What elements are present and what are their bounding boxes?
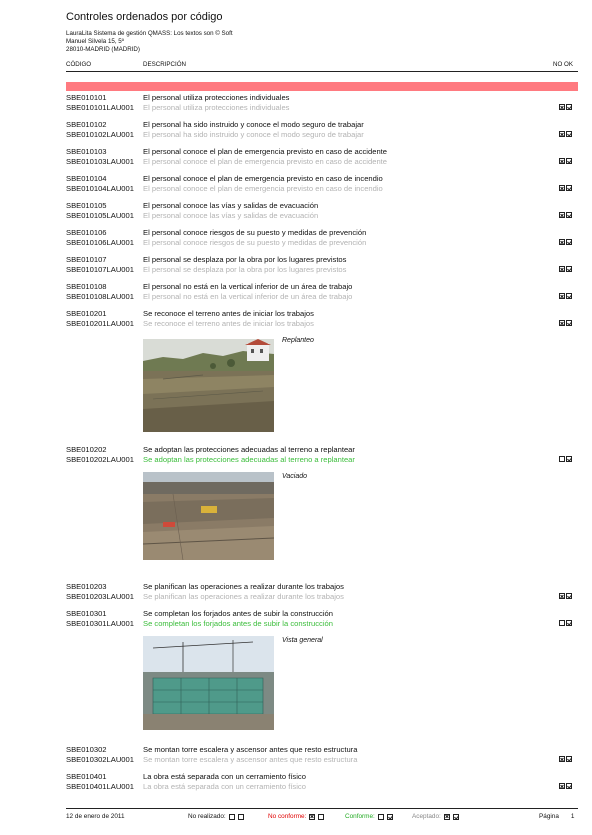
check-checkbox-icon[interactable] (566, 783, 572, 789)
control-description: El personal ha sido instruido y conoce el modo seguro de trabajar (143, 120, 364, 129)
cross-checkbox-icon[interactable] (559, 104, 565, 110)
cross-checkbox-icon (444, 814, 450, 820)
footer-date: 12 de enero de 2011 (66, 813, 125, 820)
status-checkboxes (559, 620, 572, 626)
legend-label: Aceptado: (412, 813, 441, 820)
status-checkboxes (559, 783, 572, 789)
status-checkboxes (559, 293, 572, 299)
check-checkbox-icon[interactable] (566, 131, 572, 137)
control-code: SBE010202 (66, 445, 107, 454)
control-description: El personal no está en la vertical inferior de un área de trabajo (143, 282, 353, 291)
control-row (66, 582, 578, 602)
control-row (66, 174, 578, 194)
check-checkbox-icon[interactable] (566, 185, 572, 191)
status-checkboxes (559, 266, 572, 272)
control-row (66, 228, 578, 248)
check-checkbox-icon[interactable] (566, 593, 572, 599)
cross-checkbox-icon[interactable] (559, 131, 565, 137)
control-row (66, 93, 578, 113)
control-code: SBE010106 (66, 228, 107, 237)
empty-checkbox-icon (238, 814, 244, 820)
column-header-no-ok: NO OK (553, 61, 573, 68)
status-checkboxes (559, 593, 572, 599)
page-value: 1 (570, 813, 575, 820)
control-subcode: SBE010103LAU001 (66, 157, 134, 166)
company-line: LauraLita Sistema de gestión QMASS: Los textos son © Soft (66, 30, 233, 37)
section-bar (66, 82, 578, 91)
check-checkbox-icon[interactable] (566, 266, 572, 272)
photo-caption: Replanteo (282, 337, 314, 344)
cross-checkbox-icon[interactable] (559, 293, 565, 299)
photo-vista-general (143, 636, 274, 730)
status-checkboxes (559, 456, 572, 462)
control-code: SBE010103 (66, 147, 107, 156)
control-subdescription: El personal conoce el plan de emergencia previsto en caso de incendio (143, 184, 383, 193)
control-subdescription: El personal utiliza protecciones individuales (143, 103, 290, 112)
check-checkbox-icon[interactable] (566, 620, 572, 626)
status-checkboxes (559, 320, 572, 326)
legend-aceptado (412, 813, 459, 820)
control-description: El personal conoce el plan de emergencia previsto en caso de incendio (143, 174, 383, 183)
control-subcode: SBE010301LAU001 (66, 619, 134, 628)
control-description: Se montan torre escalera y ascensor antes que resto estructura (143, 745, 358, 754)
control-code: SBE010203 (66, 582, 107, 591)
control-subdescription: Se reconoce el terreno antes de iniciar los trabajos (143, 319, 314, 328)
check-checkbox-icon[interactable] (566, 158, 572, 164)
cross-checkbox-icon[interactable] (559, 320, 565, 326)
company-line: Manuel Silvela 15, 5º (66, 38, 124, 45)
empty-checkbox-icon (229, 814, 235, 820)
control-code: SBE010105 (66, 201, 107, 210)
control-subcode: SBE010102LAU001 (66, 130, 134, 139)
check-checkbox-icon[interactable] (566, 293, 572, 299)
status-checkboxes (559, 158, 572, 164)
control-subcode: SBE010108LAU001 (66, 292, 134, 301)
legend-label: No conforme: (268, 813, 307, 820)
control-subdescription: El personal se desplaza por la obra por los lugares previstos (143, 265, 347, 274)
control-subdescription: El personal conoce el plan de emergencia previsto en caso de accidente (143, 157, 387, 166)
control-row (66, 282, 578, 302)
control-description: Se completan los forjados antes de subir la construcción (143, 609, 333, 618)
control-row (66, 445, 578, 465)
footer-divider (66, 808, 578, 809)
control-code: SBE010102 (66, 120, 107, 129)
check-checkbox-icon[interactable] (566, 239, 572, 245)
control-row (66, 147, 578, 167)
empty-checkbox-icon (318, 814, 324, 820)
check-checkbox-icon[interactable] (566, 212, 572, 218)
photo-caption: Vista general (282, 637, 323, 644)
control-code: SBE010107 (66, 255, 107, 264)
company-info (66, 30, 233, 54)
control-row (66, 609, 578, 629)
cross-checkbox-icon[interactable] (559, 158, 565, 164)
page-number (539, 813, 574, 820)
control-code: SBE010302 (66, 745, 107, 754)
cross-checkbox-icon[interactable] (559, 185, 565, 191)
control-subcode: SBE010104LAU001 (66, 184, 134, 193)
cross-checkbox-icon[interactable] (559, 266, 565, 272)
column-header-code: CÓDIGO (66, 61, 92, 68)
cross-checkbox-icon[interactable] (559, 239, 565, 245)
control-subcode: SBE010201LAU001 (66, 319, 134, 328)
legend-conforme (345, 813, 393, 820)
control-subcode: SBE010106LAU001 (66, 238, 134, 247)
control-subdescription: Se montan torre escalera y ascensor antes que resto estructura (143, 755, 358, 764)
photo-image (143, 472, 274, 560)
legend-label: No realizado: (188, 813, 226, 820)
control-subdescription: El personal conoce riesgos de su puesto y medidas de prevención (143, 238, 367, 247)
cross-checkbox-icon[interactable] (559, 212, 565, 218)
control-description: El personal se desplaza por la obra por los lugares previstos (143, 255, 347, 264)
legend-no-realizado (188, 813, 244, 820)
control-description: La obra está separada con un cerramiento físico (143, 772, 306, 781)
control-code: SBE010301 (66, 609, 107, 618)
control-subdescription: Se completan los forjados antes de subir la construcción (143, 619, 333, 628)
company-line: 28010-MADRID (MADRID) (66, 46, 140, 53)
check-checkbox-icon[interactable] (566, 456, 572, 462)
control-code: SBE010101 (66, 93, 107, 102)
control-subdescription: El personal no está en la vertical inferior de un área de trabajo (143, 292, 353, 301)
cross-checkbox-icon[interactable] (559, 783, 565, 789)
control-description: Se adoptan las protecciones adecuadas al terreno a replantear (143, 445, 355, 454)
control-row (66, 772, 578, 792)
control-row (66, 309, 578, 329)
control-description: Se planifican las operaciones a realizar durante los trabajos (143, 582, 344, 591)
control-subdescription: El personal conoce las vías y salidas de evacuación (143, 211, 319, 220)
empty-checkbox-icon[interactable] (559, 620, 565, 626)
control-code: SBE010201 (66, 309, 107, 318)
page-title: Controles ordenados por código (66, 11, 223, 23)
control-subcode: SBE010101LAU001 (66, 103, 134, 112)
status-checkboxes (559, 756, 572, 762)
control-subdescription: Se adoptan las protecciones adecuadas al terreno a replantear (143, 455, 355, 464)
status-checkboxes (559, 185, 572, 191)
cross-checkbox-icon[interactable] (559, 756, 565, 762)
photo-image (143, 636, 274, 730)
photo-replanteo (143, 339, 274, 432)
control-description: El personal conoce riesgos de su puesto y medidas de prevención (143, 228, 367, 237)
header-divider (66, 71, 578, 72)
photo-vaciado (143, 472, 274, 560)
control-subcode: SBE010203LAU001 (66, 592, 134, 601)
check-checkbox-icon (453, 814, 459, 820)
control-subdescription: El personal ha sido instruido y conoce el modo seguro de trabajar (143, 130, 364, 139)
empty-checkbox-icon[interactable] (559, 456, 565, 462)
photo-caption: Vaciado (282, 473, 308, 480)
status-checkboxes (559, 212, 572, 218)
cross-checkbox-icon[interactable] (559, 593, 565, 599)
control-description: El personal conoce las vías y salidas de evacuación (143, 201, 319, 210)
control-subdescription: La obra está separada con un cerramiento físico (143, 782, 306, 791)
status-checkboxes (559, 239, 572, 245)
status-checkboxes (559, 104, 572, 110)
control-subdescription: Se planifican las operaciones a realizar durante los trabajos (143, 592, 344, 601)
control-row (66, 120, 578, 140)
control-row (66, 255, 578, 275)
control-description: El personal utiliza protecciones individuales (143, 93, 290, 102)
check-checkbox-icon[interactable] (566, 756, 572, 762)
control-code: SBE010401 (66, 772, 107, 781)
control-subcode: SBE010401LAU001 (66, 782, 134, 791)
control-code: SBE010104 (66, 174, 107, 183)
check-checkbox-icon (387, 814, 393, 820)
control-row (66, 201, 578, 221)
check-checkbox-icon[interactable] (566, 320, 572, 326)
control-subcode: SBE010107LAU001 (66, 265, 134, 274)
control-code: SBE010108 (66, 282, 107, 291)
control-row (66, 745, 578, 765)
control-description: El personal conoce el plan de emergencia previsto en caso de accidente (143, 147, 387, 156)
check-checkbox-icon[interactable] (566, 104, 572, 110)
legend-label: Conforme: (345, 813, 375, 820)
legend-no-conforme (268, 813, 324, 820)
empty-checkbox-icon (378, 814, 384, 820)
control-subcode: SBE010202LAU001 (66, 455, 134, 464)
cross-checkbox-icon (309, 814, 315, 820)
photo-image (143, 339, 274, 432)
status-checkboxes (559, 131, 572, 137)
column-header-description: DESCRIPCIÓN (143, 61, 186, 68)
control-subcode: SBE010302LAU001 (66, 755, 134, 764)
page-label: Página (539, 813, 559, 820)
control-subcode: SBE010105LAU001 (66, 211, 134, 220)
control-description: Se reconoce el terreno antes de iniciar los trabajos (143, 309, 314, 318)
